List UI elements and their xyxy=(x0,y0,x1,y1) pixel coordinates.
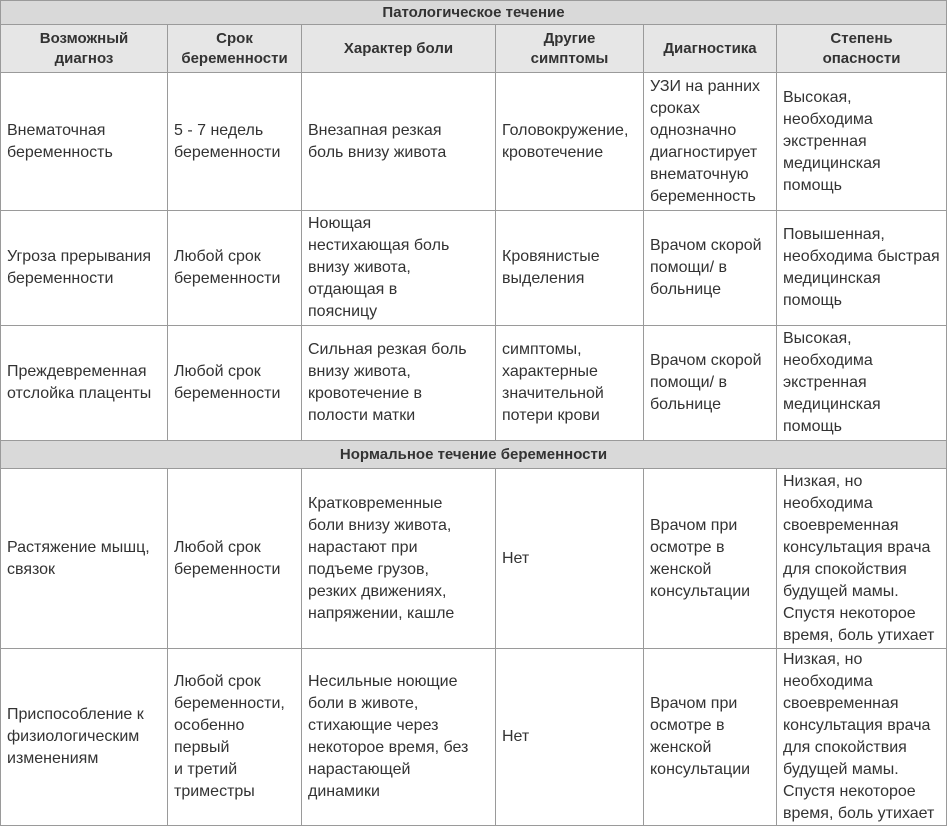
cell-diagnosis xyxy=(1,326,168,441)
cell-line: беременности xyxy=(7,270,114,287)
cell-diagnosis xyxy=(1,211,168,326)
cell-term xyxy=(168,649,302,826)
cell-line: физиологическим xyxy=(7,728,140,745)
column-header-diagnostics xyxy=(644,25,777,73)
cell-line: Любой срок xyxy=(174,363,261,380)
cell-line: динамики xyxy=(308,783,380,800)
cell-line: диагноз xyxy=(54,49,114,67)
cell-line: симптомы xyxy=(530,49,609,67)
cell-pain-character xyxy=(302,469,496,649)
cell-line: Нет xyxy=(502,728,530,745)
cell-pain-character xyxy=(302,326,496,441)
cell-line: симптомы, xyxy=(502,341,582,358)
table-row xyxy=(1,649,947,826)
cell-line: кровотечение xyxy=(502,143,604,161)
cell-line: для спокойствия xyxy=(783,739,907,756)
cell-line: осмотре в xyxy=(650,717,725,734)
cell-line: отслойка плаценты xyxy=(7,385,152,402)
cell-line: экстренная xyxy=(783,132,867,150)
header-row xyxy=(1,25,947,73)
cell-diagnosis xyxy=(1,73,168,211)
cell-danger-level xyxy=(777,73,947,211)
cell-line: необходима xyxy=(783,352,873,369)
cell-line: Врачом скорой xyxy=(650,352,762,369)
cell-line: женской xyxy=(650,739,712,756)
cell-line: время, боль утихает xyxy=(783,626,935,644)
cell-line: беременности, xyxy=(174,695,285,712)
section-title-normal: Нормальное течение беременности xyxy=(1,441,947,469)
cell-line: Высокая, xyxy=(783,330,852,347)
cell-danger-level xyxy=(777,211,947,326)
cell-other-symptoms xyxy=(496,326,644,441)
cell-line: Кровянистые xyxy=(502,248,600,265)
cell-line: Возможный xyxy=(39,29,129,47)
cell-line: помощь xyxy=(783,176,842,194)
cell-line: Любой срок xyxy=(174,538,261,556)
section-row-normal xyxy=(1,441,947,469)
cell-line: внизу живота, xyxy=(308,363,411,380)
cell-line: 5 - 7 недель xyxy=(174,121,264,139)
table-row xyxy=(1,211,947,326)
cell-line: Приспособление к xyxy=(7,706,144,723)
cell-line: Врачом при xyxy=(650,516,738,534)
cell-line: осмотре в xyxy=(650,538,725,556)
cell-line: необходима xyxy=(783,110,873,128)
cell-line: будущей мамы. xyxy=(783,761,899,778)
cell-line: беременности xyxy=(174,143,281,161)
cell-line: боли в животе, xyxy=(308,695,419,712)
cell-line: помощь xyxy=(783,418,842,435)
cell-line: Степень xyxy=(830,29,893,47)
cell-line: значительной xyxy=(502,385,604,402)
cell-line: Сильная резкая боль xyxy=(308,341,467,358)
cell-line: беременности xyxy=(174,560,281,578)
cell-line: некоторое время, без xyxy=(308,739,469,756)
cell-line: беременность xyxy=(7,143,113,161)
cell-line: помощь xyxy=(783,292,842,309)
cell-line: консультация врача xyxy=(783,717,931,734)
cell-line: поясницу xyxy=(308,303,378,320)
cell-line: Диагностика xyxy=(663,39,757,57)
cell-line: триместры xyxy=(174,783,255,800)
cell-line: кровотечение в xyxy=(308,385,423,402)
cell-line: потери крови xyxy=(502,407,600,424)
cell-line: медицинская xyxy=(783,396,881,413)
cell-line: Врачом при xyxy=(650,695,738,712)
column-header-danger-level xyxy=(777,25,947,73)
cell-line: больнице xyxy=(650,281,722,298)
cell-line: и третий xyxy=(174,761,238,778)
cell-line: Кратковременные xyxy=(308,494,443,512)
cell-line: необходима xyxy=(783,494,873,512)
cell-line: нарастающей xyxy=(308,761,411,778)
cell-line: помощи/ в xyxy=(650,374,727,391)
cell-line: Любой срок xyxy=(174,673,261,690)
cell-danger-level xyxy=(777,326,947,441)
cell-line: Нет xyxy=(502,549,530,567)
cell-line: будущей мамы. xyxy=(783,582,899,600)
cell-line: внизу живота, xyxy=(308,259,411,276)
cell-line: УЗИ на ранних xyxy=(650,77,761,95)
cell-line: резких движениях, xyxy=(308,582,447,600)
cell-line: беременности xyxy=(174,385,281,402)
cell-term xyxy=(168,326,302,441)
cell-line: Другие xyxy=(543,29,596,47)
cell-line: консультации xyxy=(650,761,751,778)
table-row xyxy=(1,326,947,441)
cell-other-symptoms xyxy=(496,469,644,649)
cell-line: Характер боли xyxy=(343,39,454,57)
cell-line: Спустя некоторое xyxy=(783,604,916,622)
column-header-diagnosis xyxy=(1,25,168,73)
cell-line: Растяжение мышц, xyxy=(7,538,150,556)
cell-line: боли внизу живота, xyxy=(308,516,452,534)
cell-line: боль внизу живота xyxy=(308,143,447,161)
cell-line: Ноющая xyxy=(308,215,372,232)
cell-line: Низкая, но xyxy=(783,651,863,668)
cell-term xyxy=(168,469,302,649)
cell-line: связок xyxy=(7,560,56,578)
cell-line: беременности xyxy=(181,49,288,67)
cell-line: Высокая, xyxy=(783,88,852,106)
cell-line: нестихающая боль xyxy=(308,237,450,254)
cell-line: для спокойствия xyxy=(783,560,907,578)
cell-line: беременность xyxy=(650,187,756,205)
cell-line: необходима быстрая xyxy=(783,248,940,265)
cell-line: внематочную xyxy=(650,165,749,183)
cell-line: изменениям xyxy=(7,750,99,767)
cell-line: больнице xyxy=(650,396,722,413)
cell-line: напряжении, кашле xyxy=(308,604,455,622)
cell-diagnosis xyxy=(1,649,168,826)
cell-danger-level xyxy=(777,649,947,826)
cell-line: Преждевременная xyxy=(7,363,147,380)
cell-diagnostics xyxy=(644,326,777,441)
cell-diagnostics xyxy=(644,649,777,826)
cell-term xyxy=(168,211,302,326)
section-row-pathological xyxy=(1,1,947,25)
cell-line: стихающие через xyxy=(308,717,439,734)
cell-line: Спустя некоторое xyxy=(783,783,916,800)
cell-line: время, боль утихает xyxy=(783,805,935,822)
cell-line: беременности xyxy=(174,270,281,287)
cell-line: полости матки xyxy=(308,407,416,424)
cell-danger-level xyxy=(777,469,947,649)
cell-line: консультации xyxy=(650,582,751,600)
cell-line: особенно xyxy=(174,717,245,734)
cell-line: характерные xyxy=(502,363,598,380)
table-row xyxy=(1,469,947,649)
cell-pain-character xyxy=(302,211,496,326)
cell-diagnosis xyxy=(1,469,168,649)
cell-line: опасности xyxy=(822,49,901,67)
cell-line: первый xyxy=(174,739,230,756)
cell-diagnostics xyxy=(644,211,777,326)
cell-diagnostics xyxy=(644,73,777,211)
cell-line: Любой срок xyxy=(174,248,261,265)
cell-term xyxy=(168,73,302,211)
cell-line: Срок xyxy=(216,29,253,47)
cell-line: экстренная xyxy=(783,374,867,391)
cell-diagnostics xyxy=(644,469,777,649)
cell-other-symptoms xyxy=(496,649,644,826)
cell-line: Внезапная резкая xyxy=(308,121,442,139)
cell-pain-character xyxy=(302,73,496,211)
cell-line: однозначно xyxy=(650,121,737,139)
cell-line: подъеме грузов, xyxy=(308,560,429,578)
cell-line: Низкая, но xyxy=(783,472,863,490)
cell-line: своевременная xyxy=(783,516,899,534)
cell-line: Повышенная, xyxy=(783,226,885,243)
column-header-pain-character xyxy=(302,25,496,73)
cell-line: Угроза прерывания xyxy=(7,248,152,265)
cell-line: консультация врача xyxy=(783,538,931,556)
cell-line: необходима xyxy=(783,673,873,690)
column-header-term xyxy=(168,25,302,73)
cell-line: отдающая в xyxy=(308,281,398,298)
cell-line: Врачом скорой xyxy=(650,237,762,254)
cell-line: Внематочная xyxy=(7,121,106,139)
cell-line: медицинская xyxy=(783,154,881,172)
cell-line: медицинская xyxy=(783,270,881,287)
cell-line: женской xyxy=(650,560,712,578)
cell-line: нарастают при xyxy=(308,538,418,556)
cell-line: диагностирует xyxy=(650,143,758,161)
cell-line: помощи/ в xyxy=(650,259,727,276)
cell-line: Несильные ноющие xyxy=(308,673,458,690)
cell-line: Головокружение, xyxy=(502,121,629,139)
section-title-pathological: Патологическое течение xyxy=(1,1,947,25)
cell-other-symptoms xyxy=(496,73,644,211)
cell-other-symptoms xyxy=(496,211,644,326)
cell-line: выделения xyxy=(502,270,585,287)
cell-pain-character xyxy=(302,649,496,826)
column-header-other-symptoms xyxy=(496,25,644,73)
table-row xyxy=(1,73,947,211)
cell-line: своевременная xyxy=(783,695,899,712)
cell-line: сроках xyxy=(650,99,701,117)
